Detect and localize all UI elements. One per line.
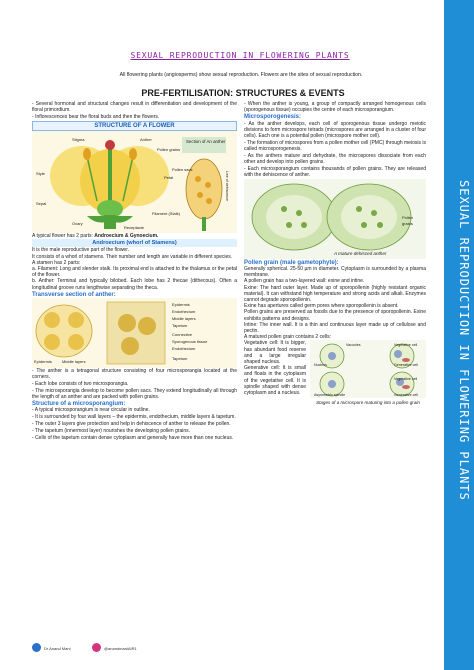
list-item: - Each lobe consists of two microsporangia. — [32, 381, 129, 388]
ts-label: Sporogenous tissue — [172, 339, 208, 345]
flower-box-title: STRUCTURE OF A FLOWER — [32, 121, 237, 131]
list-item: - As the anther develops, each cell of sporogenous tissue undergo meiotic divisions to form microspore tetrads (microspores are arranged in a cluster of four cells). Each one is a potential pollen (microspore mother cell). — [244, 120, 427, 140]
stage-label: Vegetative cell — [394, 377, 418, 382]
left-bullets-3 — [32, 407, 237, 440]
stage-label: Nucleus — [314, 363, 327, 368]
stage-label: Generative cell — [394, 393, 418, 398]
flower-diagram — [32, 131, 237, 233]
pollen-stages-diagram — [310, 340, 426, 398]
label-filament: Filament (Stalk) — [152, 211, 181, 216]
left-bullets-1 — [32, 101, 237, 120]
exine-text: Exine: The hard outer layer. Made up of sporopollenin (highly resistant organic material). It can withstand high temperature and strong acids and alkali. Enzymes cannot degrade sporopollenin. — [244, 284, 426, 304]
ts-label: Tapetum — [172, 323, 188, 329]
pollen-title: Pollen grain (male gametophyte): — [244, 259, 339, 266]
exine-text-2: Exine has apertures called germ pores where sporopollenin is absent. — [244, 303, 399, 310]
microsporangium-title: Structure of a microsporangium: — [32, 401, 126, 408]
pollen-stages — [244, 340, 426, 410]
ts-anther-figure — [32, 298, 237, 368]
right-column — [244, 101, 426, 410]
right-bullets-2 — [244, 121, 426, 179]
flower-summary: A typical flower has 2 parts: Androecium & Gynoecium. — [32, 233, 159, 239]
exine-text-3: Pollen grains are preserved as fossils due to the presence of sporopollenin. Exine exhibits patterns and designs. — [244, 309, 426, 322]
label-line-dehiscence: Line of dehiscence — [225, 171, 230, 201]
right-bullets-1 — [244, 101, 426, 113]
paragraph: It consists of a whorl of stamens. Their number and length are variable in different species. — [32, 253, 233, 260]
user-icon — [32, 643, 41, 652]
label-section-anther: Section of An anther — [186, 139, 226, 144]
list-item: - A typical microsporangium is near circular in outline. — [32, 407, 150, 414]
list-item: - The microsporangia develop to become pollen sacs. They extend longitudinally all through the length of an anther and are packed with pollen grains. — [32, 387, 237, 401]
ts-label: Middle layers — [62, 359, 86, 365]
ts-label: Connective — [172, 332, 193, 338]
intine-text: Intine: The inner wall. It is a thin and continuous layer made up of cellulose and pectin. — [244, 321, 426, 335]
footer-name: Dr Anand Mani — [44, 646, 71, 651]
list-item: - Each microsporangium contains thousands of pollen grains. They are released with the dehiscence of anther. — [244, 165, 426, 179]
page-title: SEXUAL REPRODUCTION IN FLOWERING PLANTS — [130, 51, 350, 60]
mature-text: A matured pollen grain contains 2 cells: — [244, 334, 331, 341]
footer-handle: @anandmaniAIR1 — [104, 646, 137, 651]
label-ovary: Ovary — [72, 221, 83, 226]
androecium-text — [32, 247, 237, 290]
ts-label: Endothecium — [172, 309, 196, 315]
side-title: SEXUAL REPRODUCTION IN FLOWERING PLANTS — [457, 179, 471, 501]
ts-label: Endothecium — [172, 346, 196, 352]
label-pollen-sack: Pollen sack — [172, 167, 193, 172]
paragraph: It is the male reproductive part of the flower. — [32, 247, 129, 254]
stages-caption: Stages of a microspore maturing into a pollen grain — [316, 400, 420, 406]
label-pollen-grains: Pollen grains — [157, 147, 181, 152]
androecium-title: Androecium (whorl of Stamens) — [32, 239, 237, 247]
left-column — [32, 101, 237, 441]
vegetative-text: Vegetative cell: It is bigger, has abundant food reserve and a large irregular shaped nucleus. — [244, 340, 306, 366]
intro-text: All flowering plants (angiosperms) show sexual reproduction. Flowers are the sites of sexual reproduction. — [119, 72, 363, 78]
label-receptacle: Receptacle — [124, 225, 145, 230]
ts-label: Epidermis — [172, 302, 190, 308]
paragraph: Generally spherical. 25-50 µm in diameter. Cytoplasm is surrounded by a plasma membrane. — [244, 266, 426, 279]
label-style: Style — [36, 171, 45, 176]
list-item: - Several hormonal and structural changes result in differentiation and development of the floral primordium. — [32, 101, 237, 114]
list-item: - Cells of the tapetum contain dense cytoplasm and generally have more than one nucleus. — [32, 434, 234, 441]
ts-label: Tapetum — [172, 356, 188, 362]
section-heading: PRE-FERTILISATION: STRUCTURES & EVENTS — [141, 88, 345, 98]
flower-figure — [32, 131, 237, 233]
ts-anther-diagram — [32, 298, 237, 368]
dehisced-anther-diagram — [244, 179, 426, 259]
list-item: - As the anthers mature and dehydrate, the microspores dissociate from each other and develop into pollen grains. — [244, 152, 426, 166]
anther-text: b. Anther: Terminal and typically bilobed. Each lobe has 2 thecae (dithecous). Often a longitudinal groove runs lengthwise separating the theca. — [32, 278, 237, 291]
dehisced-caption: A mature dehisced anther — [334, 250, 387, 256]
stage-label: Vacuoles — [346, 343, 361, 348]
paragraph: A pollen grain has a two-layered wall: exine and intine. — [244, 278, 365, 285]
microsporogenesis-title: Microsporogenesis: — [244, 114, 302, 121]
instagram-icon — [92, 643, 101, 652]
list-item: - The anther is a tetragonal structure consisting of four microsporangia located at the corners. — [32, 368, 237, 381]
left-bullets-2 — [32, 368, 237, 400]
filament-text: a. Filament: Long and slender stalk. Its proximal end is attached to the thalamus or the petal of the flower. — [32, 266, 237, 279]
dehisced-label: Pollen grains — [402, 214, 414, 227]
label-anther: Anther — [140, 137, 152, 142]
list-item: - Inflorescences bear the floral buds and then the flowers. — [32, 114, 160, 120]
ts-anther-title: Transverse section of anther: — [32, 291, 116, 298]
dehisced-anther-figure — [244, 179, 426, 259]
ts-label: Middle layers — [172, 316, 196, 322]
list-item: - When the anther is young, a group of compactly arranged homogenous cells (sporogenous tissue) occupies the centre of each microsporangium. — [244, 101, 426, 114]
stage-label: Generative cell — [394, 363, 418, 368]
generative-text: Generative cell: It is small and floats in the cytoplasm of the vegetative cell. It is spindle shaped with dense cytoplasm and a nucleus. — [244, 365, 306, 397]
stage-label: Asymmetric spindle — [314, 393, 346, 398]
list-item: - The formation of microspores from a pollen mother cell (PMC) through meiosis is called microsporogenesis. — [244, 139, 426, 153]
cell-descriptions — [244, 340, 306, 396]
label-stigma: Stigma — [72, 137, 85, 142]
list-item: - The tapetum (innermost layer) nourishes the developing pollen grains. — [32, 427, 191, 434]
list-item: - The outer 3 layers give protection and help in dehiscence of anther to release the pollen. — [32, 421, 231, 428]
label-sepal: Sepal — [36, 201, 47, 206]
stage-label: Vegetative cell — [394, 343, 418, 348]
list-item: - It is surrounded by four wall layers – the epidermis, endothecium, middle layers & tapetum. — [32, 414, 236, 421]
label-petal: Petal — [164, 175, 174, 180]
paragraph: A stamen has 2 parts: — [32, 259, 81, 266]
ts-label: Epidermis — [34, 359, 52, 365]
